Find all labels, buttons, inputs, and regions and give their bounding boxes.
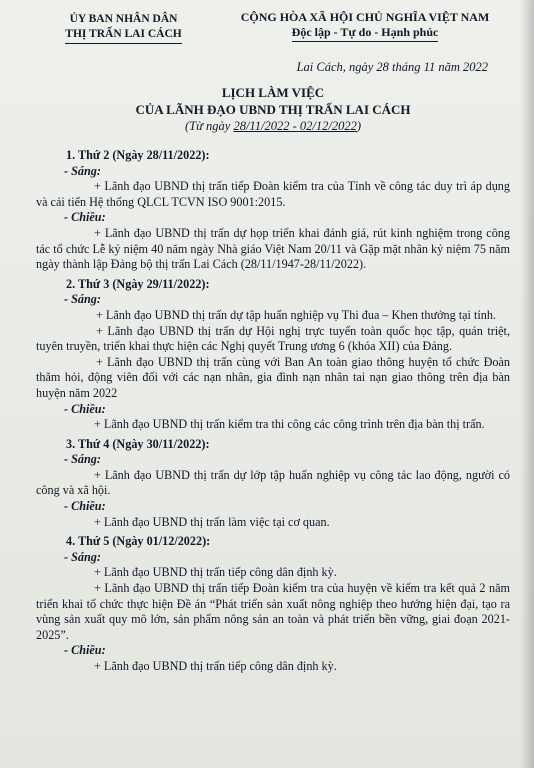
schedule-item: + Lãnh đạo UBND thị trấn tiếp công dân định kỳ. <box>94 565 337 580</box>
period-suffix: ) <box>356 119 362 133</box>
period <box>36 118 510 134</box>
period-prefix: (Từ ngày <box>184 119 234 133</box>
schedule-body <box>36 148 510 675</box>
issuing-authority <box>36 12 211 44</box>
title-line-1: LỊCH LÀM VIỆC <box>221 85 325 100</box>
day-heading: 3. Thứ 4 (Ngày 30/11/2022): <box>66 436 210 451</box>
day-heading: 4. Thứ 5 (Ngày 01/12/2022): <box>66 534 211 549</box>
afternoon-label: - Chiều: <box>64 401 106 416</box>
motto: Độc lập - Tự do - Hạnh phúc <box>292 25 439 42</box>
schedule-item: + Lãnh đạo UBND thị trấn tiếp Đoàn kiểm tra của huyện về kiểm tra kết quả 2 năm triển khai tổ chức thực hiện Đề án “Phát triển sản xuất nông nghiệp theo hướng hiện đại, tạo ra vùng sản xuất quy mô lớn, sản phẩm nông sản an toàn và phát triển bền vững, giai đoạn 2021- 2025”. <box>36 581 510 642</box>
afternoon-label: - Chiều: <box>64 210 106 225</box>
morning-label: - Sáng: <box>64 452 101 467</box>
schedule-item: + Lãnh đạo UBND thị trấn làm việc tại cơ quan. <box>94 514 330 529</box>
date-line: Lai Cách, ngày 28 tháng 11 năm 2022 <box>296 60 488 74</box>
authority-name: ỦY BAN NHÂN DÂN <box>69 13 178 25</box>
document-header <box>36 10 510 44</box>
schedule-item: + Lãnh đạo UBND thị trấn kiểm tra thi công các công trình trên địa bàn thị trấn. <box>94 417 485 432</box>
country-name: CỘNG HÒA XÃ HỘI CHỦ NGHĨA VIỆT NAM <box>240 10 490 24</box>
schedule-item: + Lãnh đạo UBND thị trấn tiếp Đoàn kiểm tra của Tỉnh về công tác duy trì áp dụng và cải tiến Hệ thống QLCL TCVN ISO 9001:2015. <box>36 179 510 209</box>
schedule-item: + Lãnh đạo UBND thị trấn dự Hội nghị trực tuyến toàn quốc học tập, quán triệt, tuyên truyền, triển khai thực hiện các Nghị quyết Trung ương 6 (khóa XII) của Đảng. <box>36 323 510 354</box>
schedule-item: + Lãnh đạo UBND thị trấn dự họp triển khai đánh giá, rút kinh nghiệm trong công tác tổ chức Lễ kỷ niệm 40 năm ngày Nhà giáo Việt Nam 20/11 và Gặp mặt nhân kỷ niệm 75 năm ngày thành lập Đảng bộ thị trấn Lai Cách (28/11/1947-28/11/2022). <box>36 225 510 272</box>
morning-label: - Sáng: <box>64 292 101 307</box>
schedule-item: + Lãnh đạo UBND thị trấn cùng với Ban An toàn giao thông huyện tổ chức Đoàn thăm hỏi, động viên đối với các nạn nhân, gia đình nạn nhân tai nạn giao thông trên địa bàn huyện năm 2022 <box>36 354 510 400</box>
title-line-2: CỦA LÃNH ĐẠO UBND THỊ TRẤN LAI CÁCH <box>135 102 411 117</box>
page-edge-shadow <box>520 0 534 768</box>
authority-unit: THỊ TRẤN LAI CÁCH <box>65 27 181 44</box>
afternoon-label: - Chiều: <box>64 643 106 658</box>
morning-label: - Sáng: <box>64 163 101 178</box>
schedule-item: + Lãnh đạo UBND thị trấn dự tập huấn nghiệp vụ Thi đua – Khen thưởng tại tỉnh. <box>96 307 496 322</box>
day-heading: 1. Thứ 2 (Ngày 28/11/2022): <box>66 148 210 162</box>
schedule-item: + Lãnh đạo UBND thị trấn tiếp công dân định kỳ. <box>94 659 337 673</box>
period-dates: 28/11/2022 - 02/12/2022 <box>233 119 357 133</box>
national-motto <box>220 10 510 44</box>
day-heading: 2. Thứ 3 (Ngày 29/11/2022): <box>66 276 210 291</box>
morning-label: - Sáng: <box>64 549 101 564</box>
schedule-item: + Lãnh đạo UBND thị trấn dự lớp tập huấn nghiệp vụ công tác lao động, người có công và xã hội. <box>36 467 510 498</box>
document-title <box>36 84 510 118</box>
afternoon-label: - Chiều: <box>64 499 106 514</box>
